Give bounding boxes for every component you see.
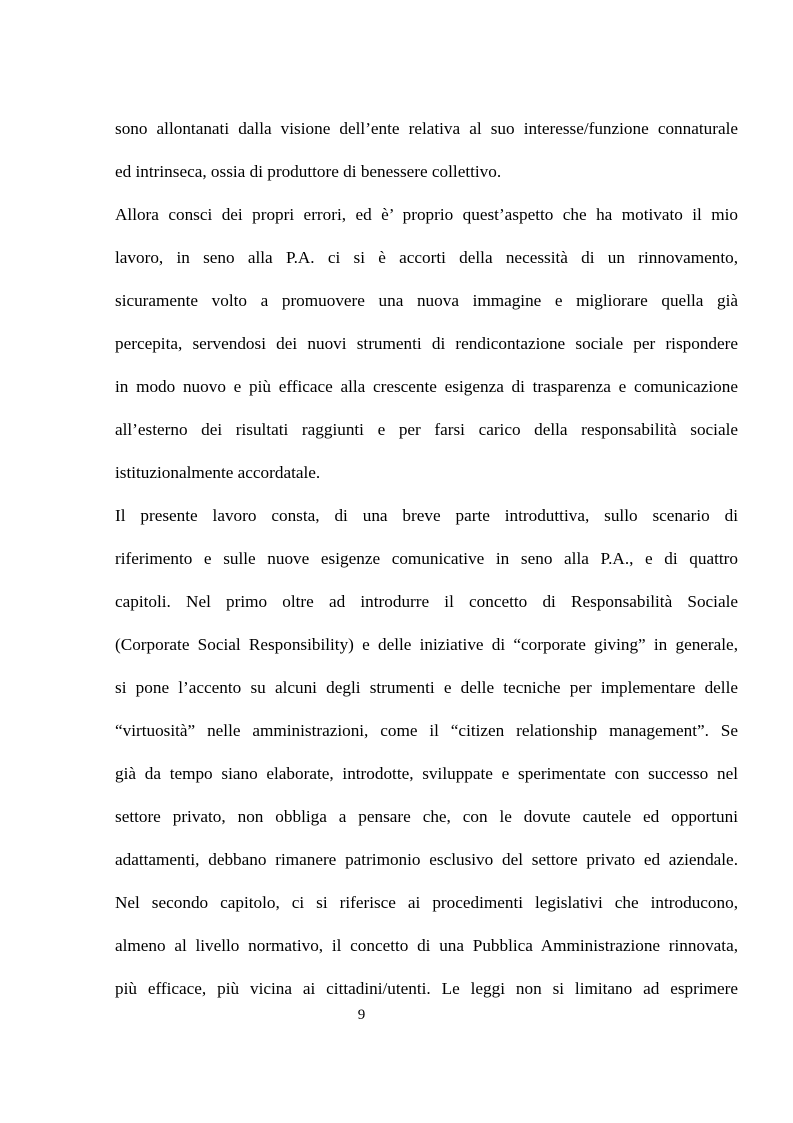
text-line: in modo nuovo e più efficace alla crescente esigenza di trasparenza e comunicazione xyxy=(115,377,738,396)
text-line: si pone l’accento su alcuni degli strumenti e delle tecniche per implementare delle xyxy=(115,678,738,697)
text-line: riferimento e sulle nuove esigenze comunicative in seno alla P.A., e di quattro xyxy=(115,549,738,568)
text-line: settore privato, non obbliga a pensare che, con le dovute cautele ed opportuni xyxy=(115,807,738,826)
text-line: Il presente lavoro consta, di una breve parte introduttiva, sullo scenario di xyxy=(115,506,738,525)
text-line: almeno al livello normativo, il concetto di una Pubblica Amministrazione rinnovata, xyxy=(115,936,738,955)
text-line: (Corporate Social Responsibility) e delle iniziative di “corporate giving” in generale, xyxy=(115,635,738,654)
text-line: più efficace, più vicina ai cittadini/utenti. Le leggi non si limitano ad esprimere xyxy=(115,979,738,998)
text-line: istituzionalmente accordatale. xyxy=(115,463,321,482)
text-line: Nel secondo capitolo, ci si riferisce ai procedimenti legislativi che introducono, xyxy=(115,893,738,912)
body-text xyxy=(115,107,738,1010)
text-line: adattamenti, debbano rimanere patrimonio esclusivo del settore privato ed aziendale. xyxy=(115,850,738,869)
text-line: “virtuosità” nelle amministrazioni, come il “citizen relationship management”. Se xyxy=(115,721,738,740)
text-line: ed intrinseca, ossia di produttore di benessere collettivo. xyxy=(115,162,502,181)
text-line: capitoli. Nel primo oltre ad introdurre il concetto di Responsabilità Sociale xyxy=(115,592,738,611)
text-line: percepita, servendosi dei nuovi strumenti di rendicontazione sociale per rispondere xyxy=(115,334,738,353)
text-line: lavoro, in seno alla P.A. ci si è accorti della necessità di un rinnovamento, xyxy=(115,248,738,267)
text-line: sono allontanati dalla visione dell’ente relativa al suo interesse/funzione connaturale xyxy=(115,119,738,138)
text-line: sicuramente volto a promuovere una nuova immagine e migliorare quella già xyxy=(115,291,738,310)
text-line: all’esterno dei risultati raggiunti e per farsi carico della responsabilità sociale xyxy=(115,420,738,439)
text-line: già da tempo siano elaborate, introdotte, sviluppate e sperimentate con successo nel xyxy=(115,764,738,783)
page-number: 9 xyxy=(357,1007,366,1023)
text-line: Allora consci dei propri errori, ed è’ proprio quest’aspetto che ha motivato il mio xyxy=(115,205,738,224)
